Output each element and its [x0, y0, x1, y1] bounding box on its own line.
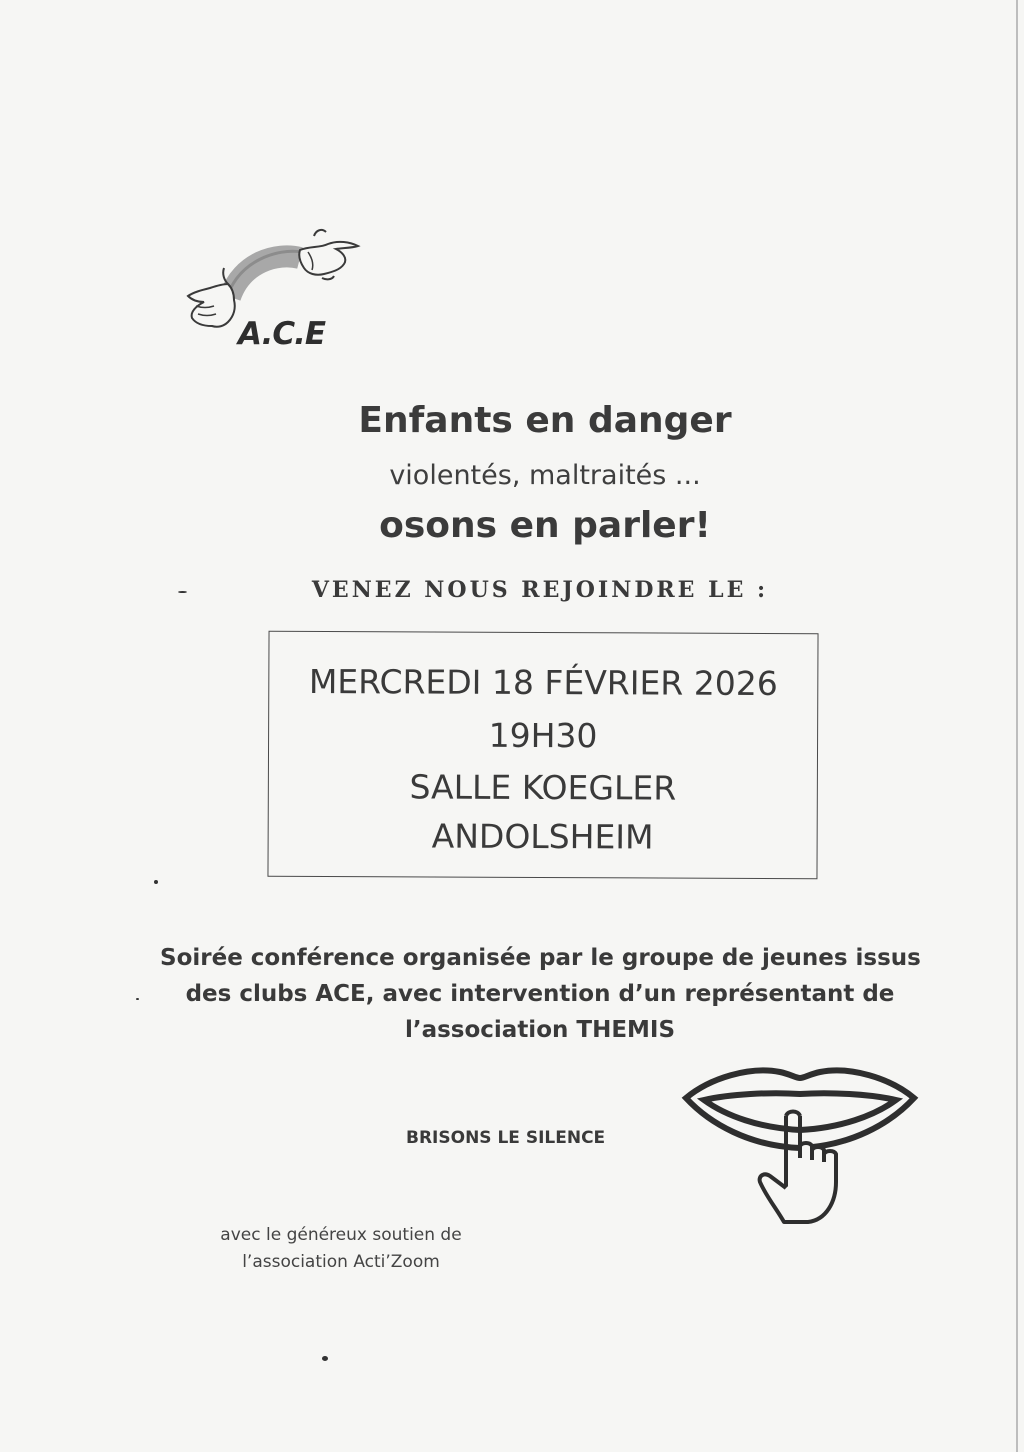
scan-speck: [154, 880, 158, 884]
event-time: 19H30: [488, 715, 598, 756]
logo-text: A.C.E: [238, 316, 326, 352]
event-description: [160, 940, 920, 1048]
motto-text: BRISONS LE SILENCE: [406, 1128, 606, 1148]
page-title: Enfants en danger: [358, 400, 732, 441]
invitation-text: VENEZ NOUS REJOINDRE LE :: [311, 577, 769, 603]
page-subtitle: violentés, maltraités ...: [389, 460, 701, 491]
scan-speck: [322, 1356, 328, 1361]
description-line: des clubs ACE, avec intervention d’un représentant de: [185, 981, 895, 1007]
page-tagline: osons en parler!: [379, 505, 711, 546]
scan-speck: [178, 591, 187, 593]
sponsor-note: [196, 1222, 486, 1276]
description-line: l’association THEMIS: [404, 1017, 676, 1043]
sponsor-line: avec le généreux soutien de: [220, 1225, 462, 1245]
event-info-box: [267, 631, 818, 879]
sponsor-line: l’association Acti’Zoom: [242, 1252, 440, 1272]
lips-finger-silence-icon: [680, 1058, 920, 1233]
event-venue: SALLE KOEGLER: [409, 767, 677, 808]
scan-edge: [1016, 0, 1018, 1452]
event-date: MERCREDI 18 FÉVRIER 2026: [308, 661, 778, 704]
event-town: ANDOLSHEIM: [431, 816, 654, 857]
description-line: Soirée conférence organisée par le groupe de jeunes issus: [160, 945, 921, 971]
scan-speck: [136, 998, 139, 1000]
